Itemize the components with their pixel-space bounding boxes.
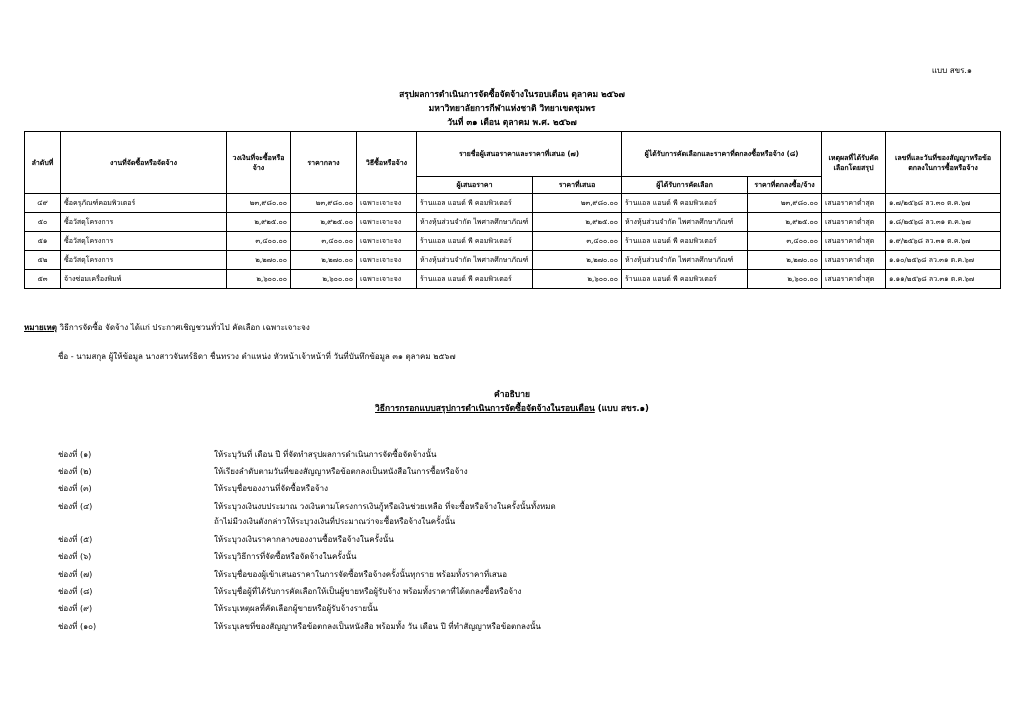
channel-desc: ให้ระบุวันที่ เดือน ปี ที่จัดทำสรุปผลการดำเนินการจัดซื้อจัดจ้างนั้น	[214, 450, 437, 459]
cell-method: เฉพาะเจาะจง	[357, 232, 417, 251]
channel-desc: ให้ระบุชื่อของงานที่จัดซื้อหรือจ้าง	[214, 484, 328, 493]
procurement-table	[24, 131, 1001, 289]
channel-label: ช่องที่ (๘)	[58, 587, 93, 596]
header-bid-price: ราคาที่เสนอ	[533, 177, 622, 194]
cell-median: ๒,๖๐๐.๐๐	[291, 270, 357, 289]
cell-bidder: ห้างหุ้นส่วนจำกัด ไพศาลศึกษาภัณฑ์	[417, 213, 533, 232]
table-row	[25, 213, 1001, 232]
explanation-heading: คำอธิบาย	[494, 390, 530, 400]
cell-no: ๕๑	[25, 232, 61, 251]
cell-contract: ๑.๑๑/๒๕๖๘ ลว.๓๑ ต.ค.๖๗	[886, 270, 1001, 289]
note	[24, 321, 310, 334]
form-code: แบบ สขร.๑	[931, 66, 972, 75]
title-line-3: วันที่ ๓๑ เดือน ตุลาคม พ.ศ. ๒๕๖๗	[447, 118, 577, 128]
channel-label: ช่องที่ (๑)	[58, 450, 92, 459]
channel-label: ช่องที่ (๑๐)	[58, 622, 97, 631]
channel-label: ช่องที่ (๙)	[58, 604, 93, 613]
table-row	[25, 270, 1001, 289]
cell-item: ซื้อวัสดุโครงการ	[61, 232, 227, 251]
cell-method: เฉพาะเจาะจง	[357, 270, 417, 289]
cell-winner: ร้านแอล แอนด์ พี คอมพิวเตอร์	[622, 232, 748, 251]
cell-no: ๕๓	[25, 270, 61, 289]
cell-contract: ๑.๙/๒๕๖๘ ลว.๓๑ ต.ค.๖๗	[886, 232, 1001, 251]
header-contract: เลขที่และวันที่ของสัญญาหรือข้อตกลงในการซื้อหรือจ้าง	[886, 132, 1001, 194]
cell-method: เฉพาะเจาะจง	[357, 213, 417, 232]
cell-median: ๓,๔๐๐.๐๐	[291, 232, 357, 251]
cell-contract: ๑.๘/๒๕๖๘ ลว.๓๑ ต.ค.๖๗	[886, 213, 1001, 232]
table-row	[25, 194, 1001, 213]
channel-desc-continued: ถ้าไม่มีวงเงินดังกล่าวให้ระบุวงเงินที่ประมาณว่าจะซื้อหรือจ้างในครั้งนั้น	[214, 517, 456, 526]
header-median: ราคากลาง	[291, 132, 357, 194]
cell-agreed: ๒๓,๙๘๐.๐๐	[748, 194, 822, 213]
cell-bid: ๒๓,๙๘๐.๐๐	[533, 194, 622, 213]
header-agreed-price: ราคาที่ตกลงซื้อ/จ้าง	[748, 177, 822, 194]
cell-item: จ้างซ่อมเครื่องพิมพ์	[61, 270, 227, 289]
channel-desc: ให้ระบุวงเงินงบประมาณ วงเงินตามโครงการเงินกู้หรือเงินช่วยเหลือ ที่จะซื้อหรือจ้างในครั้งนั้นทั้งหมด	[214, 502, 556, 511]
table-row	[25, 232, 1001, 251]
explanation-title	[0, 388, 1024, 416]
document-title	[0, 88, 1024, 130]
cell-no: ๕๐	[25, 213, 61, 232]
cell-budget: ๒,๙๒๕.๐๐	[227, 213, 291, 232]
cell-bidder: ร้านแอล แอนด์ พี คอมพิวเตอร์	[417, 270, 533, 289]
cell-bid: ๒,๖๐๐.๐๐	[533, 270, 622, 289]
cell-winner: ร้านแอล แอนด์ พี คอมพิวเตอร์	[622, 270, 748, 289]
cell-median: ๒๓,๙๘๐.๐๐	[291, 194, 357, 213]
cell-item: ซื้อวัสดุโครงการ	[61, 251, 227, 270]
cell-agreed: ๒,๖๐๐.๐๐	[748, 270, 822, 289]
header-budget: วงเงินที่จะซื้อหรือจ้าง	[227, 132, 291, 194]
cell-method: เฉพาะเจาะจง	[357, 251, 417, 270]
cell-reason: เสนอราคาต่ำสุด	[822, 213, 886, 232]
cell-reason: เสนอราคาต่ำสุด	[822, 251, 886, 270]
recorder-info: ชื่อ - นามสกุล ผู้ให้ข้อมูล นางสาวจันทร์ธิดา ชื่นทรวง ตำแหน่ง หัวหน้าเจ้าหน้าที่ วันที่บันทึกข้อมูล ๓๑ ตุลาคม ๒๕๖๗	[58, 352, 456, 361]
cell-budget: ๒,๒๗๐.๐๐	[227, 251, 291, 270]
cell-bidder: ห้างหุ้นส่วนจำกัด ไพศาลศึกษาภัณฑ์	[417, 251, 533, 270]
cell-agreed: ๓,๔๐๐.๐๐	[748, 232, 822, 251]
channel-label: ช่องที่ (๓)	[58, 484, 92, 493]
cell-winner: ห้างหุ้นส่วนจำกัด ไพศาลศึกษาภัณฑ์	[622, 213, 748, 232]
header-reason: เหตุผลที่ได้รับคัดเลือกโดยสรุป	[822, 132, 886, 194]
channel-desc: ให้เรียงลำดับตามวันที่ของสัญญาหรือข้อตกลงเป็นหนังสือในการซื้อหรือจ้าง	[214, 467, 468, 476]
cell-agreed: ๒,๒๗๐.๐๐	[748, 251, 822, 270]
cell-winner: ห้างหุ้นส่วนจำกัด ไพศาลศึกษาภัณฑ์	[622, 251, 748, 270]
header-bidders: รายชื่อผู้เสนอราคาและราคาที่เสนอ (๗)	[417, 132, 622, 177]
cell-bid: ๓,๔๐๐.๐๐	[533, 232, 622, 251]
cell-median: ๒,๒๗๐.๐๐	[291, 251, 357, 270]
title-line-1: สรุปผลการดำเนินการจัดซื้อจัดจ้างในรอบเดือน ตุลาคม ๒๕๖๗	[399, 90, 625, 100]
channel-desc: ให้ระบุเหตุผลที่คัดเลือกผู้ขายหรือผู้รับจ้างรายนั้น	[214, 604, 379, 613]
cell-bidder: ร้านแอล แอนด์ พี คอมพิวเตอร์	[417, 232, 533, 251]
cell-contract: ๑.๑๐/๒๕๖๘ ลว.๓๑ ต.ค.๖๗	[886, 251, 1001, 270]
cell-median: ๒,๙๒๕.๐๐	[291, 213, 357, 232]
channel-desc: ให้ระบุชื่อผู้ที่ได้รับการคัดเลือกให้เป็นผู้ขายหรือผู้รับจ้าง พร้อมทั้งราคาที่ได้ตกลงซื้อหรือจ้าง	[214, 587, 522, 596]
note-label: หมายเหตุ	[24, 323, 57, 332]
channel-label: ช่องที่ (๕)	[58, 535, 93, 544]
table-row	[25, 251, 1001, 270]
cell-reason: เสนอราคาต่ำสุด	[822, 270, 886, 289]
header-no: ลำดับที่	[25, 132, 61, 194]
note-text: วิธีการจัดซื้อ จัดจ้าง ได้แก่ ประกาศเชิญชวนทั่วไป คัดเลือก เฉพาะเจาะจง	[59, 323, 310, 332]
header-bidder-name: ผู้เสนอราคา	[417, 177, 533, 194]
cell-contract: ๑.๗/๒๕๖๘ ลว.๓๐ ต.ค.๖๗	[886, 194, 1001, 213]
channel-label: ช่องที่ (๒)	[58, 467, 92, 476]
cell-method: เฉพาะเจาะจง	[357, 194, 417, 213]
channel-desc: ให้ระบุเลขที่ของสัญญาหรือข้อตกลงเป็นหนังสือ พร้อมทั้ง วัน เดือน ปี ที่ทำสัญญาหรือข้อตกลงนั้น	[214, 622, 541, 631]
explanation-code: (แบบ สขร.๑)	[594, 404, 649, 414]
cell-winner: ร้านแอล แอนด์ พี คอมพิวเตอร์	[622, 194, 748, 213]
cell-no: ๔๙	[25, 194, 61, 213]
cell-item: ซื้อครุภัณฑ์คอมพิวเตอร์	[61, 194, 227, 213]
channel-label: ช่องที่ (๔)	[58, 502, 93, 511]
cell-reason: เสนอราคาต่ำสุด	[822, 232, 886, 251]
cell-budget: ๒,๖๐๐.๐๐	[227, 270, 291, 289]
header-method: วิธีซื้อหรือจ้าง	[357, 132, 417, 194]
header-item: งานที่จัดซื้อหรือจัดจ้าง	[61, 132, 227, 194]
title-line-2: มหาวิทยาลัยการกีฬาแห่งชาติ วิทยาเขตชุมพร	[428, 104, 596, 114]
cell-item: ซื้อวัสดุโครงการ	[61, 213, 227, 232]
cell-bidder: ร้านแอล แอนด์ พี คอมพิวเตอร์	[417, 194, 533, 213]
cell-budget: ๒๓,๙๘๐.๐๐	[227, 194, 291, 213]
cell-no: ๕๒	[25, 251, 61, 270]
cell-agreed: ๒,๙๒๕.๐๐	[748, 213, 822, 232]
channel-label: ช่องที่ (๗)	[58, 570, 93, 579]
header-selected: ผู้ได้รับการคัดเลือกและราคาที่ตกลงซื้อหรือจ้าง (๘)	[622, 132, 822, 177]
explanation-subheading: วิธีการกรอกแบบสรุปการดำเนินการจัดซื้อจัดจ้างในรอบเดือน	[375, 404, 595, 414]
cell-budget: ๓,๔๐๐.๐๐	[227, 232, 291, 251]
cell-bid: ๒,๒๗๐.๐๐	[533, 251, 622, 270]
channel-desc: ให้ระบุวิธีการที่จัดซื้อหรือจัดจ้างในครั้งนั้น	[214, 552, 357, 561]
cell-reason: เสนอราคาต่ำสุด	[822, 194, 886, 213]
header-selected-name: ผู้ได้รับการคัดเลือก	[622, 177, 748, 194]
channel-label: ช่องที่ (๖)	[58, 552, 92, 561]
channel-desc: ให้ระบุชื่อของผู้เข้าเสนอราคาในการจัดซื้อหรือจ้างครั้งนั้นทุกราย พร้อมทั้งราคาที่เสนอ	[214, 570, 508, 579]
cell-bid: ๒,๙๒๕.๐๐	[533, 213, 622, 232]
channel-desc: ให้ระบุวงเงินราคากลางของงานซื้อหรือจ้างในครั้งนั้น	[214, 535, 394, 544]
